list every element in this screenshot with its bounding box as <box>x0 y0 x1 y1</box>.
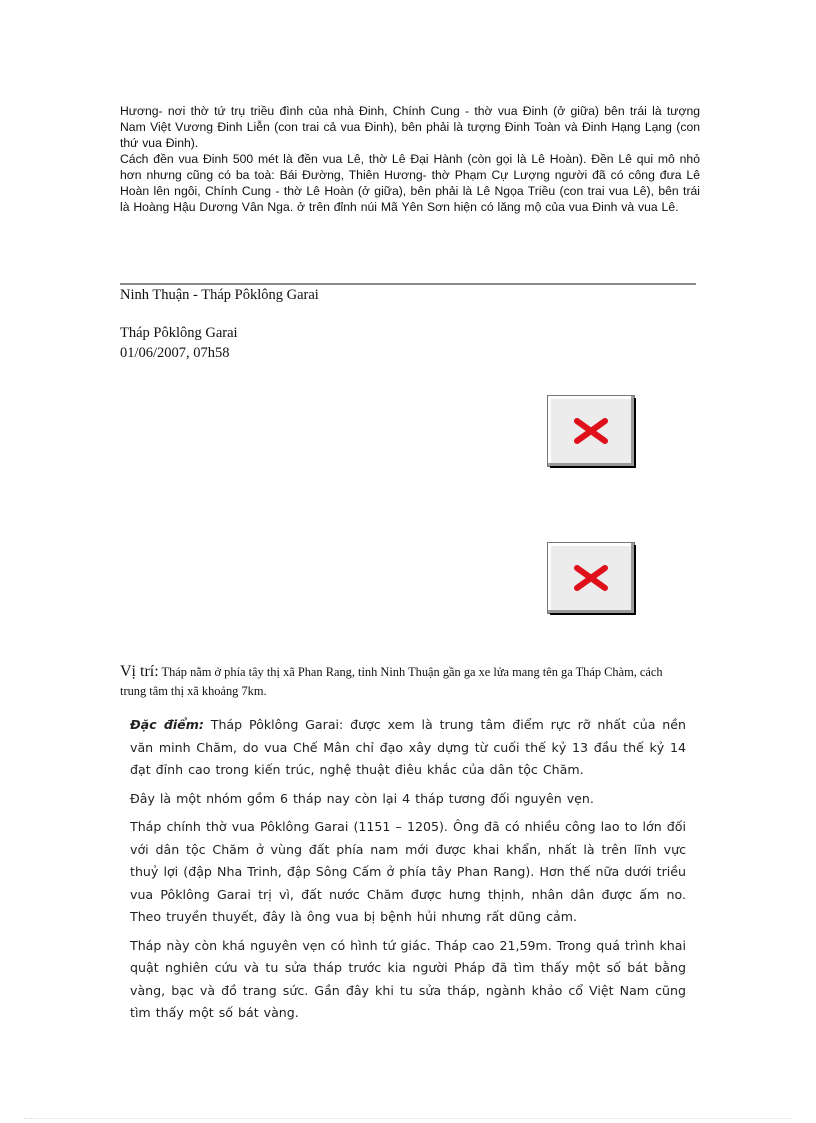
intro-paragraph-2: Cách đền vua Đinh 500 mét là đền vua Lê, thờ Lê Đại Hành (còn gọi là Lê Hoàn). Đền Lê qui mô nhỏ hơn nhưng cũng có ba toà: Bái Đường, Thiên Hương- thờ Phạm Cự Lượng người đã có công đưa Lê Hoàn lên ngôi, Chính Cung - thờ Lê Hoàn (ở giữa), bên phải là Lê Ngọa Triều (con trai vua Lê), bên trái là Hoàng Hậu Dương Vân Nga. ở trên đỉnh núi Mã Yên Sơn hiện có lăng mộ của vua Đinh và vua Lê. <box>120 152 700 214</box>
main-tower-paragraph: Tháp chính thờ vua Pôklông Garai (1151 – 1205). Ông đã có nhiều công lao to lớn đối với dân tộc Chăm ở vùng đất phía nam mới được khai khẩn, nhất là trên lĩnh vực thuỷ lợi (đập Nha Trinh, đập Sông Cấm ở phía tây Phan Rang). Hơn thế nữa dưới triều vua Pôklông Garai trị vì, đất nước Chăm được hưng thịnh, nhân dân được ấm no. Theo truyền thuyết, đây là ông vua bị bệnh hủi nhưng rất dũng cảm. <box>130 819 686 924</box>
article-title: Tháp Pôklông Garai <box>120 325 238 341</box>
features-paragraph <box>130 714 686 782</box>
broken-image-icon <box>548 543 634 613</box>
horizontal-divider <box>120 283 696 285</box>
location-text: Tháp nằm ở phía tây thị xã Phan Rang, tỉnh Ninh Thuận gần ga xe lửa mang tên ga Tháp Chàm, cách trung tâm thị xã khoảng 7km. <box>120 665 663 698</box>
broken-image-icon <box>548 396 634 466</box>
features-text: Tháp Pôklông Garai: được xem là trung tâm điểm rực rỡ nhất của nền văn minh Chăm, do vua Chế Mân chỉ đạo xây dựng từ cuối thế kỷ 13 đầu thế kỷ 14 đạt đỉnh cao trong kiến trúc, nghệ thuật điêu khắc của dân tộc Chăm. <box>130 717 687 777</box>
red-x-icon <box>571 417 611 445</box>
features-label: Đặc điểm: <box>130 717 204 732</box>
intro-paragraph-1: Hương- nơi thờ tứ trụ triều đình của nhà Đinh, Chính Cung - thờ vua Đinh (ở giữa) bên trái là tượng Nam Việt Vương Đinh Liễn (con trai cả vua Đinh), bên phải là tượng Đinh Toàn và Đinh Hạng Lạng (con thứ vua Đinh). <box>120 104 700 150</box>
article-body <box>130 714 686 1031</box>
article-heading[interactable]: Ninh Thuận - Tháp Pôklông Garai <box>120 287 319 303</box>
shape-paragraph: Tháp này còn khá nguyên vẹn có hình tứ giác. Tháp cao 21,59m. Trong quá trình khai quật nghiên cứu và tu sửa tháp trước kia người Pháp đã tìm thấy một số bát bằng vàng, bạc và đồ trang sức. Gần đây khi tu sửa tháp, ngành khảo cổ Việt Nam cũng tìm thấy một số bát vàng. <box>130 937 686 1020</box>
intro-text <box>120 103 700 215</box>
location-label: Vị trí: <box>120 663 159 680</box>
red-x-icon <box>571 564 611 592</box>
location-paragraph <box>120 662 680 701</box>
article-date: 01/06/2007, 07h58 <box>120 345 230 361</box>
group-paragraph: Đây là một nhóm gồm 6 tháp nay còn lại 4 tháp tương đối nguyên vẹn. <box>130 790 594 806</box>
page-bottom-border <box>24 1118 792 1119</box>
